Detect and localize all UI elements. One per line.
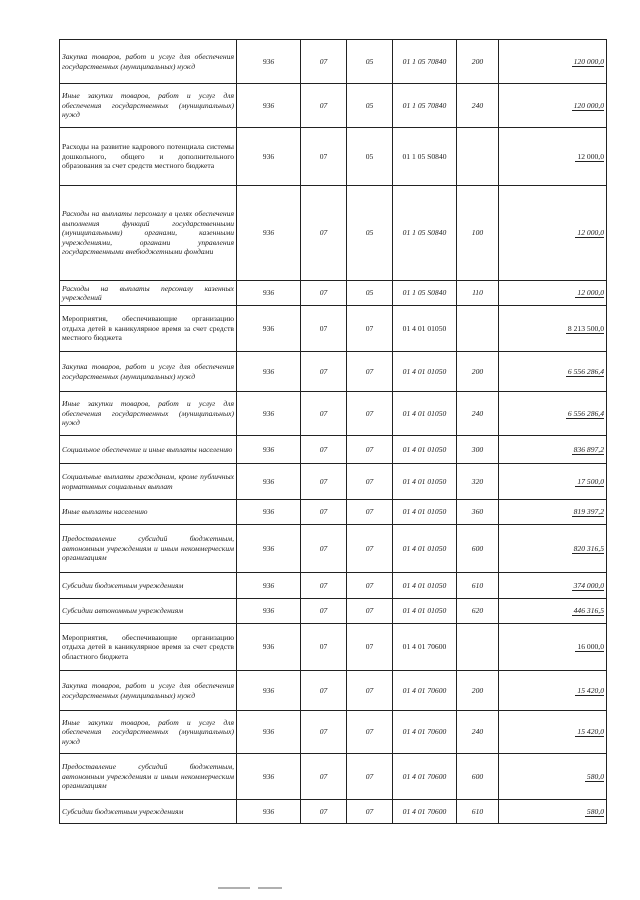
section-code: 07 bbox=[301, 711, 347, 754]
expense-name: Расходы на выплаты персоналу в целях обеспечения выполнения функций государственными (муниципальными) органами, казенными учреждениями, органами управления государственными внебюджетными фондами bbox=[60, 186, 237, 281]
expense-name: Мероприятия, обеспечивающие организацию отдыха детей в каникулярное время за счет средств местного бюджета bbox=[60, 306, 237, 352]
expense-name: Иные выплаты населению bbox=[60, 500, 237, 525]
section-code: 07 bbox=[301, 436, 347, 464]
table-row bbox=[60, 500, 607, 525]
expense-name: Иные закупки товаров, работ и услуг для обеспечения государственных (муниципальных) нужд bbox=[60, 711, 237, 754]
expense-type-code: 200 bbox=[457, 40, 499, 84]
expense-name: Иные закупки товаров, работ и услуг для обеспечения государственных (муниципальных) нужд bbox=[60, 392, 237, 436]
expense-name: Социальное обеспечение и иные выплаты населению bbox=[60, 436, 237, 464]
table-row bbox=[60, 800, 607, 824]
subsection-code: 07 bbox=[347, 464, 393, 500]
expense-type-code bbox=[457, 306, 499, 352]
subsection-code: 07 bbox=[347, 800, 393, 824]
expense-type-code: 620 bbox=[457, 599, 499, 624]
table-row bbox=[60, 40, 607, 84]
target-article-code: 01 4 01 70600 bbox=[393, 754, 457, 800]
scan-artifact-mark bbox=[258, 887, 282, 889]
target-article-code: 01 4 01 01050 bbox=[393, 599, 457, 624]
amount-value: 580,0 bbox=[586, 806, 604, 816]
target-article-code: 01 1 05 S0840 bbox=[393, 186, 457, 281]
amount-value: 15 420,0 bbox=[577, 685, 604, 695]
ministry-code: 936 bbox=[237, 599, 301, 624]
amount-value: 819 397,2 bbox=[573, 507, 604, 517]
section-code: 07 bbox=[301, 281, 347, 306]
expense-type-code: 240 bbox=[457, 392, 499, 436]
table-row bbox=[60, 436, 607, 464]
table-row bbox=[60, 754, 607, 800]
expense-name: Предоставление субсидий бюджетным, автономным учреждениям и иным некоммерческим организациям bbox=[60, 525, 237, 573]
expense-type-code bbox=[457, 128, 499, 186]
amount-value: 6 556 286,4 bbox=[567, 408, 604, 418]
ministry-code: 936 bbox=[237, 500, 301, 525]
ministry-code: 936 bbox=[237, 711, 301, 754]
subsection-code: 07 bbox=[347, 500, 393, 525]
amount-value: 12 000,0 bbox=[577, 228, 604, 238]
target-article-code: 01 4 01 01050 bbox=[393, 525, 457, 573]
amount-value: 6 556 286,4 bbox=[567, 366, 604, 376]
subsection-code: 07 bbox=[347, 671, 393, 711]
section-code: 07 bbox=[301, 671, 347, 711]
amount-value: 120 000,0 bbox=[573, 100, 604, 110]
expense-type-code: 200 bbox=[457, 671, 499, 711]
section-code: 07 bbox=[301, 464, 347, 500]
subsection-code: 07 bbox=[347, 711, 393, 754]
ministry-code: 936 bbox=[237, 40, 301, 84]
ministry-code: 936 bbox=[237, 624, 301, 671]
expense-name: Закупка товаров, работ и услуг для обеспечения государственных (муниципальных) нужд bbox=[60, 671, 237, 711]
section-code: 07 bbox=[301, 306, 347, 352]
table-row bbox=[60, 281, 607, 306]
table-row bbox=[60, 525, 607, 573]
expense-name: Субсидии бюджетным учреждениям bbox=[60, 573, 237, 599]
target-article-code: 01 1 05 S0840 bbox=[393, 128, 457, 186]
table-row bbox=[60, 464, 607, 500]
table-row bbox=[60, 671, 607, 711]
expense-type-code bbox=[457, 624, 499, 671]
subsection-code: 05 bbox=[347, 40, 393, 84]
amount-value: 374 000,0 bbox=[573, 580, 604, 590]
amount-value: 820 316,5 bbox=[573, 543, 604, 553]
table-row bbox=[60, 599, 607, 624]
target-article-code: 01 4 01 70600 bbox=[393, 711, 457, 754]
target-article-code: 01 4 01 01050 bbox=[393, 392, 457, 436]
section-code: 07 bbox=[301, 624, 347, 671]
expense-name: Предоставление субсидий бюджетным, автономным учреждениям и иным некоммерческим организациям bbox=[60, 754, 237, 800]
subsection-code: 07 bbox=[347, 599, 393, 624]
subsection-code: 05 bbox=[347, 186, 393, 281]
section-code: 07 bbox=[301, 754, 347, 800]
scan-artifact-mark bbox=[218, 887, 250, 889]
expense-type-code: 360 bbox=[457, 500, 499, 525]
expense-type-code: 610 bbox=[457, 573, 499, 599]
amount-value: 12 000,0 bbox=[577, 151, 604, 161]
amount-value: 15 420,0 bbox=[577, 727, 604, 737]
ministry-code: 936 bbox=[237, 464, 301, 500]
target-article-code: 01 4 01 01050 bbox=[393, 500, 457, 525]
expense-type-code: 600 bbox=[457, 525, 499, 573]
amount-value: 16 000,0 bbox=[577, 642, 604, 652]
expense-name: Расходы на выплаты персоналу казенных учреждений bbox=[60, 281, 237, 306]
table-row bbox=[60, 84, 607, 128]
expense-type-code: 610 bbox=[457, 800, 499, 824]
target-article-code: 01 4 01 01050 bbox=[393, 306, 457, 352]
table-row bbox=[60, 711, 607, 754]
table-row bbox=[60, 306, 607, 352]
section-code: 07 bbox=[301, 40, 347, 84]
ministry-code: 936 bbox=[237, 84, 301, 128]
target-article-code: 01 1 05 70840 bbox=[393, 84, 457, 128]
amount-value: 580,0 bbox=[586, 771, 604, 781]
expense-type-code: 100 bbox=[457, 186, 499, 281]
subsection-code: 05 bbox=[347, 84, 393, 128]
expense-type-code: 110 bbox=[457, 281, 499, 306]
ministry-code: 936 bbox=[237, 671, 301, 711]
ministry-code: 936 bbox=[237, 436, 301, 464]
subsection-code: 07 bbox=[347, 352, 393, 392]
target-article-code: 01 4 01 70600 bbox=[393, 800, 457, 824]
amount-value: 12 000,0 bbox=[577, 288, 604, 298]
ministry-code: 936 bbox=[237, 186, 301, 281]
ministry-code: 936 bbox=[237, 352, 301, 392]
subsection-code: 07 bbox=[347, 436, 393, 464]
ministry-code: 936 bbox=[237, 392, 301, 436]
subsection-code: 07 bbox=[347, 306, 393, 352]
expense-type-code: 240 bbox=[457, 84, 499, 128]
ministry-code: 936 bbox=[237, 800, 301, 824]
expense-name: Иные закупки товаров, работ и услуг для обеспечения государственных (муниципальных) нужд bbox=[60, 84, 237, 128]
expense-name: Расходы на развитие кадрового потенциала системы дошкольного, общего и дополнительного образования за счет средств местного бюджета bbox=[60, 128, 237, 186]
target-article-code: 01 4 01 01050 bbox=[393, 352, 457, 392]
ministry-code: 936 bbox=[237, 754, 301, 800]
subsection-code: 07 bbox=[347, 525, 393, 573]
expense-name: Субсидии бюджетным учреждениям bbox=[60, 800, 237, 824]
amount-value: 8 213 500,0 bbox=[567, 323, 604, 333]
section-code: 07 bbox=[301, 800, 347, 824]
table-row bbox=[60, 352, 607, 392]
expense-name: Социальные выплаты гражданам, кроме публичных нормативных социальных выплат bbox=[60, 464, 237, 500]
ministry-code: 936 bbox=[237, 128, 301, 186]
subsection-code: 07 bbox=[347, 624, 393, 671]
section-code: 07 bbox=[301, 84, 347, 128]
section-code: 07 bbox=[301, 186, 347, 281]
target-article-code: 01 4 01 01050 bbox=[393, 436, 457, 464]
section-code: 07 bbox=[301, 525, 347, 573]
budget-table bbox=[59, 39, 607, 824]
amount-value: 836 897,2 bbox=[573, 444, 604, 454]
target-article-code: 01 4 01 01050 bbox=[393, 464, 457, 500]
target-article-code: 01 4 01 70600 bbox=[393, 671, 457, 711]
subsection-code: 07 bbox=[347, 392, 393, 436]
expense-name: Закупка товаров, работ и услуг для обеспечения государственных (муниципальных) нужд bbox=[60, 40, 237, 84]
table-row bbox=[60, 573, 607, 599]
subsection-code: 07 bbox=[347, 754, 393, 800]
section-code: 07 bbox=[301, 573, 347, 599]
section-code: 07 bbox=[301, 599, 347, 624]
expense-type-code: 200 bbox=[457, 352, 499, 392]
table-row bbox=[60, 186, 607, 281]
section-code: 07 bbox=[301, 128, 347, 186]
section-code: 07 bbox=[301, 352, 347, 392]
ministry-code: 936 bbox=[237, 281, 301, 306]
expense-name: Закупка товаров, работ и услуг для обеспечения государственных (муниципальных) нужд bbox=[60, 352, 237, 392]
expense-name: Субсидии автономным учреждениям bbox=[60, 599, 237, 624]
expense-type-code: 300 bbox=[457, 436, 499, 464]
subsection-code: 07 bbox=[347, 573, 393, 599]
target-article-code: 01 4 01 01050 bbox=[393, 573, 457, 599]
subsection-code: 05 bbox=[347, 128, 393, 186]
expense-type-code: 240 bbox=[457, 711, 499, 754]
table-row bbox=[60, 392, 607, 436]
subsection-code: 05 bbox=[347, 281, 393, 306]
expense-name: Мероприятия, обеспечивающие организацию отдыха детей в каникулярное время за счет средств областного бюджета bbox=[60, 624, 237, 671]
target-article-code: 01 4 01 70600 bbox=[393, 624, 457, 671]
section-code: 07 bbox=[301, 500, 347, 525]
ministry-code: 936 bbox=[237, 525, 301, 573]
table-row bbox=[60, 624, 607, 671]
section-code: 07 bbox=[301, 392, 347, 436]
table-row bbox=[60, 128, 607, 186]
expense-type-code: 320 bbox=[457, 464, 499, 500]
ministry-code: 936 bbox=[237, 573, 301, 599]
amount-value: 446 316,5 bbox=[573, 606, 604, 616]
target-article-code: 01 1 05 70840 bbox=[393, 40, 457, 84]
expense-type-code: 600 bbox=[457, 754, 499, 800]
target-article-code: 01 1 05 S0840 bbox=[393, 281, 457, 306]
amount-value: 120 000,0 bbox=[573, 56, 604, 66]
amount-value: 17 500,0 bbox=[577, 476, 604, 486]
ministry-code: 936 bbox=[237, 306, 301, 352]
